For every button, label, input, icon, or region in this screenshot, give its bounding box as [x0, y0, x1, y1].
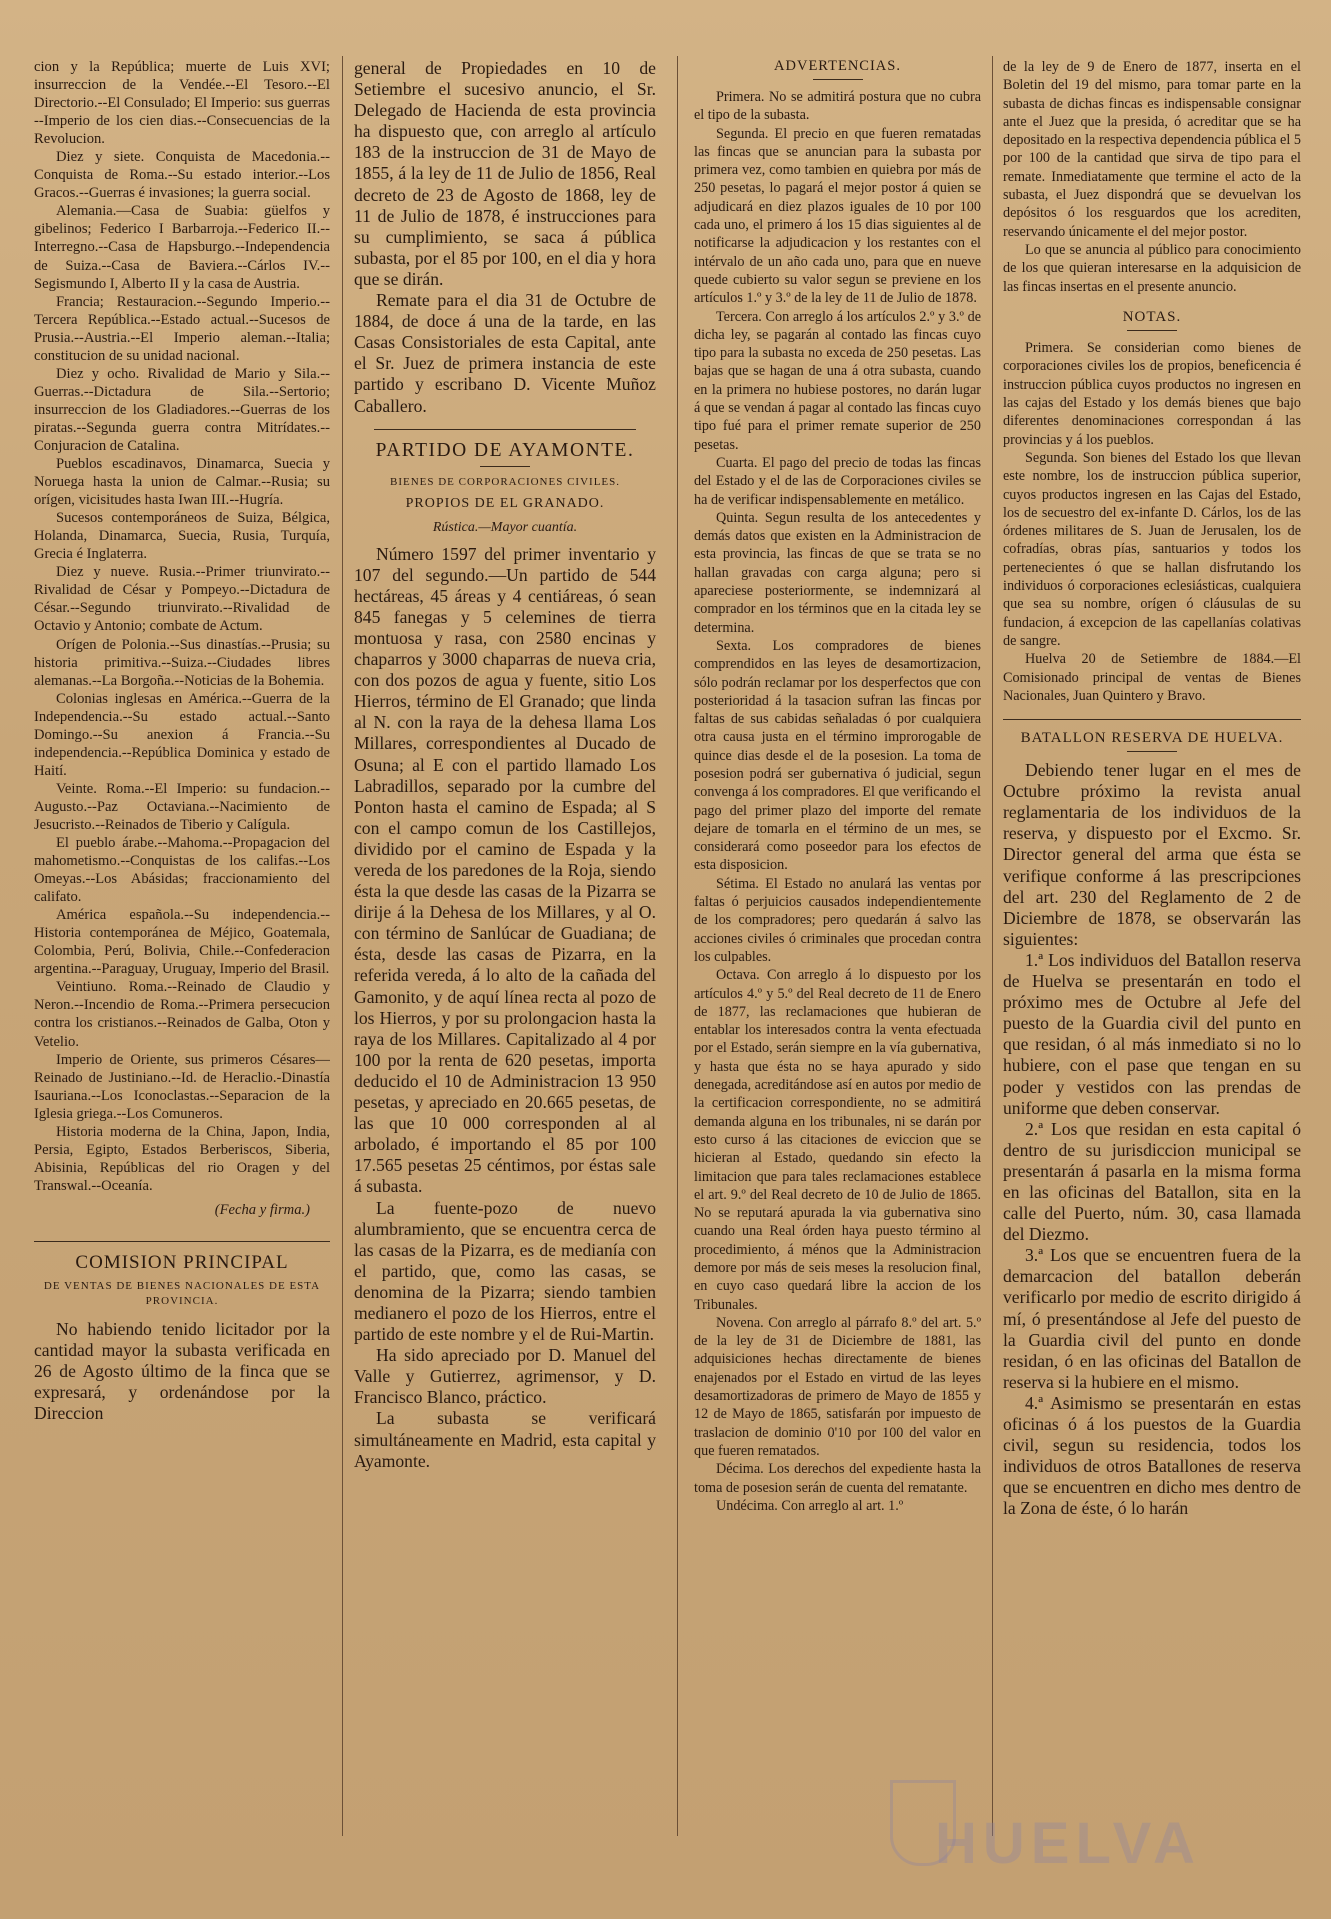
ley-intro: de la ley de 9 de Enero de 1877, inserta en el Boletin del 19 del mismo, para tomar parte en la subasta de dichas fincas es indispensable consignar ante el Juez que la presida, ó acreditar que se ha depositado en la respectiva dependencia pública el 5 por 100 de la cantidad que sirva de tipo para el remate. Inmediatamente que termine el acto de la subasta, el Juez dispondrá que se devuelvan los depósitos ó los resguardos que los acrediten, reservando únicamente el del mejor postor.	[1003, 59, 1301, 240]
column-history	[34, 58, 330, 1425]
history-paragraph: cion y la República; muerte de Luis XVI; insurreccion de la Vendée.--El Tesoro.--El Directorio.--El Consulado; El Imperio: sus guerras --Imperio de los cien dias.--Consecuencias de la Revolucion.	[34, 59, 330, 148]
history-paragraph: Diez y nueve. Rusia.--Primer triunvirato.--Rivalidad de César y Pompeyo.--Dictadura de César.--Segundo triunvirato.--Rivalidad de Octavio y Antonio; combate de Actum.	[34, 564, 330, 635]
advertencia-item: Undécima. Con arreglo al art. 1.º	[716, 1497, 904, 1514]
comision-title: COMISION PRINCIPAL	[75, 1252, 289, 1273]
column-auction	[354, 58, 656, 1472]
short-rule	[1127, 330, 1177, 331]
advertencia-item: Quinta. Segun resulta de los antecedentes y demás datos que existen en la Administracion de esta provincia, las fincas de que se trata se no hallan gravadas con carga alguna; pero si apareciese posteriormente, se indemnizará al comprador en los términos que en la citada ley se determina.	[694, 509, 981, 636]
advertencia-item: Décima. Los derechos del expediente hasta la toma de posesion serán de cuenta del rematante.	[694, 1461, 981, 1496]
rustica-label: Rústica.—Mayor cuantía.	[432, 519, 578, 535]
advertencia-item: Primera. No se admitirá postura que no cubra el tipo de la subasta.	[694, 89, 981, 124]
short-rule	[813, 79, 863, 80]
column-notas-batallon	[1003, 58, 1301, 1519]
history-paragraph: Pueblos escadinavos, Dinamarca, Suecia y Noruega hasta la union de Calmar.--Rusia; su orígen, vicisitudes hasta Iwan III.--Hugría.	[34, 456, 330, 509]
fuente-text: La fuente-pozo de nuevo alumbramiento, que se encuentra cerca de las casas de la Pizarra, es de medianía con el partido, que, como las casas, se denomina de la Pizarra; siendo tambien medianero el pozo de los Hierros, entre el partido de este nombre y el de Rui-Martin.	[354, 1197, 656, 1345]
history-paragraph: El pueblo árabe.--Mahoma.--Propagacion del mahometismo.--Conquistas de los califas.--Los Omeyas.--Los Abásidas; fraccionamiento del califato.	[34, 835, 330, 906]
archive-watermark: HUELVA	[935, 1811, 1201, 1876]
signature-line: (Fecha y firma.)	[214, 1201, 310, 1218]
column-advertencias	[694, 58, 981, 1515]
partido-heading: PARTIDO DE AYAMONTE.	[375, 439, 635, 461]
propios-heading: PROPIOS DE EL GRANADO.	[405, 495, 605, 511]
comision-text: No habiendo tenido licitador por la cantidad mayor la subasta verificada en 26 de Agosto último de la finca que se expresará, y ordenándose por la Direccion	[34, 1319, 330, 1424]
advertencia-item: Segunda. El precio en que fueren rematadas las fincas que se anuncian para la subasta por primera vez, como tambien en quiebra por más de 250 pesetas, lo pagará el mejor postor á quien se adjudicará en diez plazos iguales de 10 por 100 cada uno, el primero á los 15 dias siguientes al de notificarse la adjudicacion y los restantes con el intérvalo de un año cada uno, para que en nueve quede cubierto su valor segun se previene en los artículos 1.º y 3.º de la ley de 11 de Julio de 1878.	[694, 125, 981, 307]
batallon-item: 4.ª Asimismo se presentarán en estas oficinas ó á los puestos de la Guardia civil, segun su residencia, todos los individuos de otros Batallones de reserva que se encuentren en dicho mes dentro de la Zona de éste, ó lo harán	[1003, 1392, 1301, 1519]
batallon-item: 3.ª Los que se encuentren fuera de la demarcacion del batallon deberán verificarlo por medio de escrito dirigido á mí, ó presentándose al Jefe del puesto de la Guardia civil del punto en donde residan, ó en las oficinas del Batallon de reserva si la hubiere en el mismo.	[1003, 1245, 1301, 1392]
advertencia-item: Tercera. Con arreglo á los artículos 2.º y 3.º de dicha ley, se pagarán al contado las fincas cuyo tipo para la subasta no exceda de 250 pesetas. Las bajas que se hagan de una á otra subasta, cuando en la primera no hubiese postores, no darán lugar á que se vendan á pagar al contado las fincas cuyo tipo fué para el primer remate superior de 250 pesetas.	[694, 308, 981, 453]
advertencias-list	[694, 88, 981, 1515]
section-rule	[374, 429, 636, 430]
comision-subtitle: DE VENTAS DE BIENES NACIONALES DE ESTA PROVINCIA.	[43, 1280, 321, 1308]
history-paragraph: Colonias inglesas en América.--Guerra de la Independencia.--Su estado actual.--Santo Domingo.--Su anexion á Francia.--Su independencia.--República Dominica y estado de Haití.	[34, 690, 330, 779]
finca-description: Número 1597 del primer inventario y 107 del segundo.—Un partido de 544 hectáreas, 45 áreas y 4 centiáreas, ó sean 845 fanegas y 5 celemines de tierra montuosa y rasa, con 2580 encinas y chaparros y 3000 chaparras de nueva cria, con dos pozos de agua y fuente, sitio Los Hierros, término de El Granado; que linda al N. con la raya de la dehesa llama Los Millares, correspondientes al Ducado de Osuna; al E con el partido llamado Los Labradillos, separado por la cumbre del Ponton hasta el camino de Espada; al S con el campo comun de los Castillejos, dividido por el camino de Espada y la vereda de los paredones de la Roja, siendo ésta la que desde las casas de la Pizarra se dirije á la Dehesa de los Millares, y al O. con término de Sanlúcar de Guadiana; de ésta, desde las casas de Pizarra, en la referida vereda, á lo alto de la cañada del Gamonito, y de aquí línea recta al pozo de los Hierros, y por su prolongacion hasta la raya de los Millares. Capitalizado al 4 por 100 por la renta de 620 pesetas, importa deducido el 10 de Administracion 13 950 pesetas, y apreciado en 20.665 pesetas, de las que 10 000 corresponden al al arbolado, é importando el 85 por 100 17.565 pesetas 25 céntimos, por éstas sale á subasta.	[354, 543, 656, 1197]
batallon-title: BATALLON RESERVA DE HUELVA.	[1020, 730, 1284, 747]
history-paragraph: Diez y siete. Conquista de Macedonia.--Conquista de Roma.--Su estado interior.--Los Gracos.--Guerras é invasiones; la guerra social.	[34, 149, 330, 202]
history-paragraph: Sucesos contemporáneos de Suiza, Bélgica, Holanda, Dinamarca, Suecia, Rusia, Turquía, Grecia é Inglaterra.	[34, 510, 330, 563]
subasta-text: La subasta se verificará simultáneamente en Madrid, esta capital y Ayamonte.	[354, 1408, 656, 1471]
batallon-item: 1.ª Los individuos del Batallon reserva de Huelva se presentarán en todo el próximo mes de Octubre al Jefe del puesto de la Guardia civil del punto en que residan, ó al más inmediato si no lo hubiere, con el pase que tengan en su poder y vestidos con las prendas de uniforme que deben conservar.	[1003, 949, 1301, 1118]
history-paragraph: Diez y ocho. Rivalidad de Mario y Sila.--Guerras.--Dictadura de Sila.--Sertorio; insurreccion de los Gladiadores.--Guerras de los piratas.--Segunda guerra contra Mitrídates.--Conjuracion de Catalina.	[34, 365, 330, 454]
history-paragraph: Veintiuno. Roma.--Reinado de Claudio y Neron.--Incendio de Roma.--Primera persecucion contra los cristianos.--Reinados de Galba, Oton y Vetelio.	[34, 979, 330, 1050]
comisionado-firma: Huelva 20 de Setiembre de 1884.—El Comisionado principal de ventas de Bienes Nacionales, Juan Quintero y Bravo.	[1003, 651, 1301, 704]
advertencia-item: Sétima. El Estado no anulará las ventas por faltas ó perjuicios causados independientemente de los compradores; pero quedarán á salvo las acciones civiles ó criminales que procedan contra los culpables.	[694, 875, 981, 965]
batallon-item: 2.ª Los que residan en esta capital ó dentro de su jurisdiccion municipal se presentarán á pasarla en la misma forma en las oficinas del Batallon, sita en la calle del Puerto, núm. 30, casa llamada del Diezmo.	[1003, 1118, 1301, 1245]
column-divider	[992, 56, 993, 1836]
short-rule	[480, 466, 530, 467]
history-paragraph: Francia; Restauracion.--Segundo Imperio.--Tercera República.--Estado actual.--Sucesos de Prusia.--Austria.--El Imperio aleman.--Italia; constitucion de su unidad nacional.	[34, 293, 330, 364]
section-rule	[1003, 719, 1301, 720]
advertencias-title: ADVERTENCIAS.	[774, 58, 901, 74]
advertencia-item: Sexta. Los compradores de bienes comprendidos en las leyes de desamortizacion, sólo podrán reclamar por los desperfectos que con posterioridad á la tasacion sufran las fincas por faltas de sus cabidas señaladas ó por cualquiera otra causa justa en el término improrogable de quince dias desde el de la posesion. La toma de posesion podrá ser gubernativa ó judicial, segun convenga á los compradores. El que verificando el pago del primer plazo del importe del remate dejare de tomarla en el término de un mes, se considerará como poseedor para los efectos de esta disposicion.	[694, 637, 981, 874]
auction-intro: general de Propiedades en 10 de Setiembre el sucesivo anuncio, el Sr. Delegado de Hacienda de esta provincia ha dispuesto que, con arreglo al artículo 183 de la instruccion de 31 de Mayo de 1855, á la ley de 11 de Julio de 1856, Real decreto de 23 de Agosto de 1868, ley de 11 de Julio de 1878, é instrucciones para su cumplimiento, se saca á pública subasta, por el 85 por 100, en el dia y hora que se dirán.	[354, 58, 656, 289]
nota-item: Segunda. Son bienes del Estado los que llevan este nombre, los de instruccion pública superior, cuyos productos ingresen en las Cajas del Estado, los de secuestro del ex-infante D. Cárlos, los de las órdenes militares de S. Juan de Jerusalen, los de cofradías, obras pías, santuarios y todos los pertenecientes ó que se hallan disfrutando los individuos ó corporaciones eclesiásticas, cualquiera que sea su nombre, orígen ó cláusulas de su fundacion, á excepcion de las capellanías colativas de sangre.	[1003, 449, 1301, 649]
history-paragraph: Orígen de Polonia.--Sus dinastías.--Prusia; su historia primitiva.--Suiza.--Ciudades libres alemanas.--La Borgoña.--Noticias de la Bohemia.	[34, 636, 330, 689]
apreciado-text: Ha sido apreciado por D. Manuel del Valle y Gutierrez, agrimensor, y D. Francisco Blanco, práctico.	[354, 1345, 656, 1408]
advertencia-item: Octava. Con arreglo á lo dispuesto por los artículos 4.º y 5.º del Real decreto de 11 de Enero de 1877, las reclamaciones que hubieran de entablar los interesados contra la venta efectuada por el Estado, serán siempre en la vía gubernativa, y hasta que ésta no se haya apurado y sido denegada, acreditándose así en autos por medio de la certificacion correspondiente, no se admitirá demanda alguna en los tribunales, ni se darán por esto curso á las citaciones de eviccion que se hicieran al Estado, quedando sin efecto la limitacion que para tales reclamaciones establece el art. 9.º del Real decreto de 10 de Julio de 1865. No se reputará apurada la via gubernativa sino cuando una Real órden haya puesto término al procedimiento, á ménos que la Administracion demore por más de seis meses la resolucion final, en cuyo caso quedará libre la accion de los Tribunales.	[694, 967, 981, 1313]
advertencia-item: Novena. Con arreglo al párrafo 8.º del art. 5.º de la ley de 31 de Diciembre de 1881, las adquisiciones hechas directamente de bienes enajenados por el Estado en virtud de las leyes desamortizadoras de primero de Mayo de 1855 y 12 de Mayo de 1865, satisfarán por impuesto de traslacion de dominio 0'10 por 100 del valor en que fueren rematados.	[694, 1314, 981, 1459]
history-paragraph: Veinte. Roma.--El Imperio: su fundacion.--Augusto.--Paz Octaviana.--Nacimiento de Jesucristo.--Reinados de Tiberio y Calígula.	[34, 780, 330, 833]
nota-item: Primera. Se considerian como bienes de corporaciones civiles los de propios, beneficencia é instruccion pública cuyos productos no ingresen en las cajas del Estado y los demás bienes que bajo diferentes denominaciones correspondan á las provincias y á los pueblos.	[1003, 340, 1301, 448]
batallon-intro: Debiendo tener lugar en el mes de Octubre próximo la revista anual reglamentaria de los individuos de la reserva, y dispuesto por el Excmo. Sr. Director general del arma que ésta se verifique conforme á las prescripciones del art. 230 del Reglamento de 2 de Diciembre de 1878, se observarán las siguientes:	[1003, 760, 1301, 949]
bienes-heading: BIENES DE CORPORACIONES CIVILES.	[389, 475, 620, 488]
notas-title: NOTAS.	[1122, 308, 1182, 325]
short-rule	[1127, 751, 1177, 752]
history-paragraph: Alemania.—Casa de Suabia: güelfos y gibelinos; Federico I Barbarroja.--Federico II.--Interregno.--Casa de Hapsburgo.--Independencia de Suiza.--Casa de Baviera.--Cárlos IV.--Segismundo I, Alberto II y la casa de Austria.	[34, 203, 330, 292]
notas-block	[1003, 58, 1301, 705]
history-paragraph: Historia moderna de la China, Japon, India, Persia, Egipto, Estados Berberiscos, Siberia, Abisinia, Repúblicas del rio Oragen y del Transwal.--Oceanía.	[34, 1123, 330, 1194]
section-rule	[34, 1241, 330, 1242]
history-paragraph: América española.--Su independencia.--Historia contemporánea de Méjico, Goatemala, Colombia, Perú, Bolivia, Chile.--Confederacion argentina.--Paraguay, Uruguay, Imperio del Brasil.	[34, 907, 330, 978]
column-divider	[677, 56, 678, 1836]
advertencia-item: Cuarta. El pago del precio de todas las fincas del Estado y el de las de Corporaciones civiles se ha de verificar indispensablemente en metálico.	[694, 454, 981, 508]
history-paragraph: Imperio de Oriente, sus primeros Césares—Reinado de Justiniano.--Id. de Heraclio.-Dinastía Isauriana.--Los Iconoclastas.--Separacion de la Iglesia griega.--Los Comuneros.	[34, 1051, 330, 1122]
column-divider	[342, 56, 343, 1836]
anuncia-text: Lo que se anuncia al público para conocimiento de los que quieran interesarse en la adquisicion de las fincas insertas en el presente anuncio.	[1003, 241, 1301, 295]
history-list	[34, 58, 330, 1219]
remate-text: Remate para el dia 31 de Octubre de 1884, de doce á una de la tarde, en las Casas Consistoriales de esta Capital, ante el Sr. Juez de primera instancia de este partido y escribano D. Vicente Muñoz Caballero.	[354, 290, 656, 416]
